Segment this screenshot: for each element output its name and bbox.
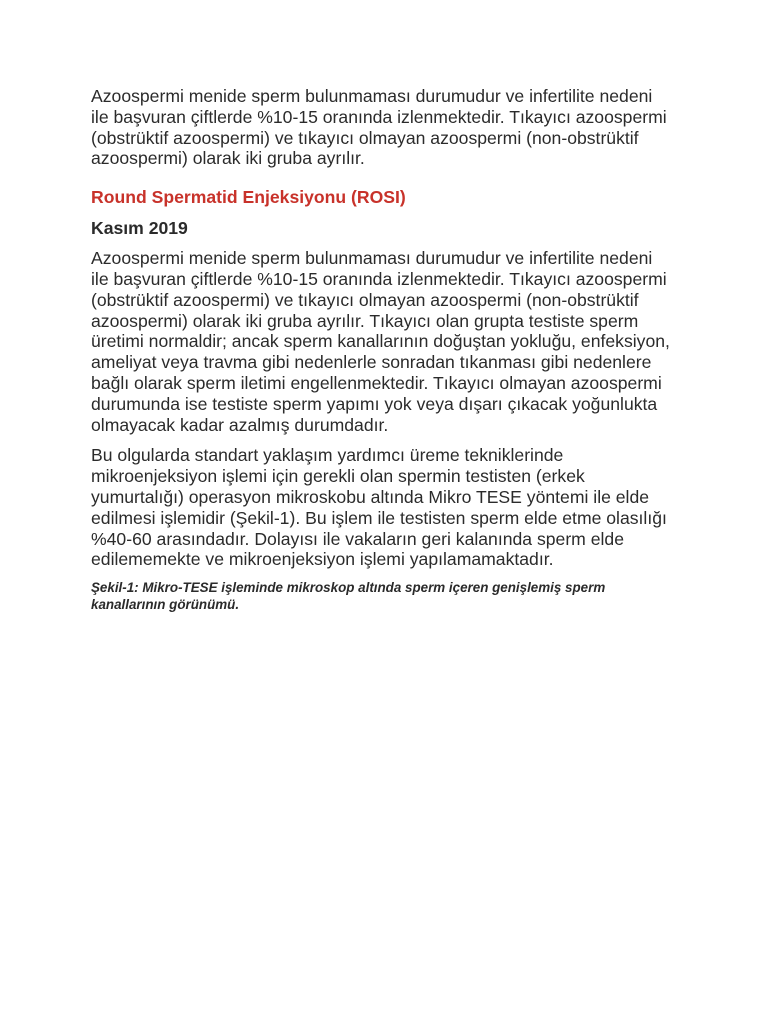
article-date: Kasım 2019 <box>91 218 188 239</box>
intro-paragraph: Azoospermi menide sperm bulunmaması durumudur ve infertilite nedeni ile başvuran çiftlerde %10-15 oranında izlenmektedir. Tıkayıcı azoospermi (obstrüktif azoospermi) ve tıkayıcı olmayan azoospermi (non-obstrüktif azoospermi) olarak iki gruba ayrılır. <box>91 86 667 169</box>
article-title: Round Spermatid Enjeksiyonu (ROSI) <box>91 187 406 208</box>
body-paragraph-2: Bu olgularda standart yaklaşım yardımcı üreme tekniklerinde mikroenjeksiyon işlemi için gerekli olan spermin testisten (erkek yumurtalığı) operasyon mikroskobu altında Mikro TESE yöntemi ile elde edilmesi işlemidir (Şekil-1). Bu işlem ile testisten sperm elde etme olasılığı %40-60 arasındadır. Dolayısı ile vakaların geri kalanında sperm elde edilememekte ve mikroenjeksiyon işlemi yapılamamaktadır. <box>91 445 667 570</box>
document-body <box>91 86 671 613</box>
body-paragraph-1: Azoospermi menide sperm bulunmaması durumudur ve infertilite nedeni ile başvuran çiftlerde %10-15 oranında izlenmektedir. Tıkayıcı azoospermi (obstrüktif azoospermi) ve tıkayıcı olmayan azoospermi (non-obstrüktif azoospermi) olarak iki gruba ayrılır. Tıkayıcı olan grupta testiste sperm üretimi normaldir; ancak sperm kanallarının doğuştan yokluğu, enfeksiyon, ameliyat veya travma gibi nedenlerle sonradan tıkanması gibi nedenlere bağlı olarak sperm iletimi engellenmektedir. Tıkayıcı olmayan azoospermi durumunda ise testiste sperm yapımı yok veya dışarı çıkacak yoğunlukta olmayacak kadar azalmış durumdadır. <box>91 248 670 435</box>
figure-caption: Şekil-1: Mikro-TESE işleminde mikroskop altında sperm içeren genişlemiş sperm kanallarının görünümü. <box>91 580 606 612</box>
